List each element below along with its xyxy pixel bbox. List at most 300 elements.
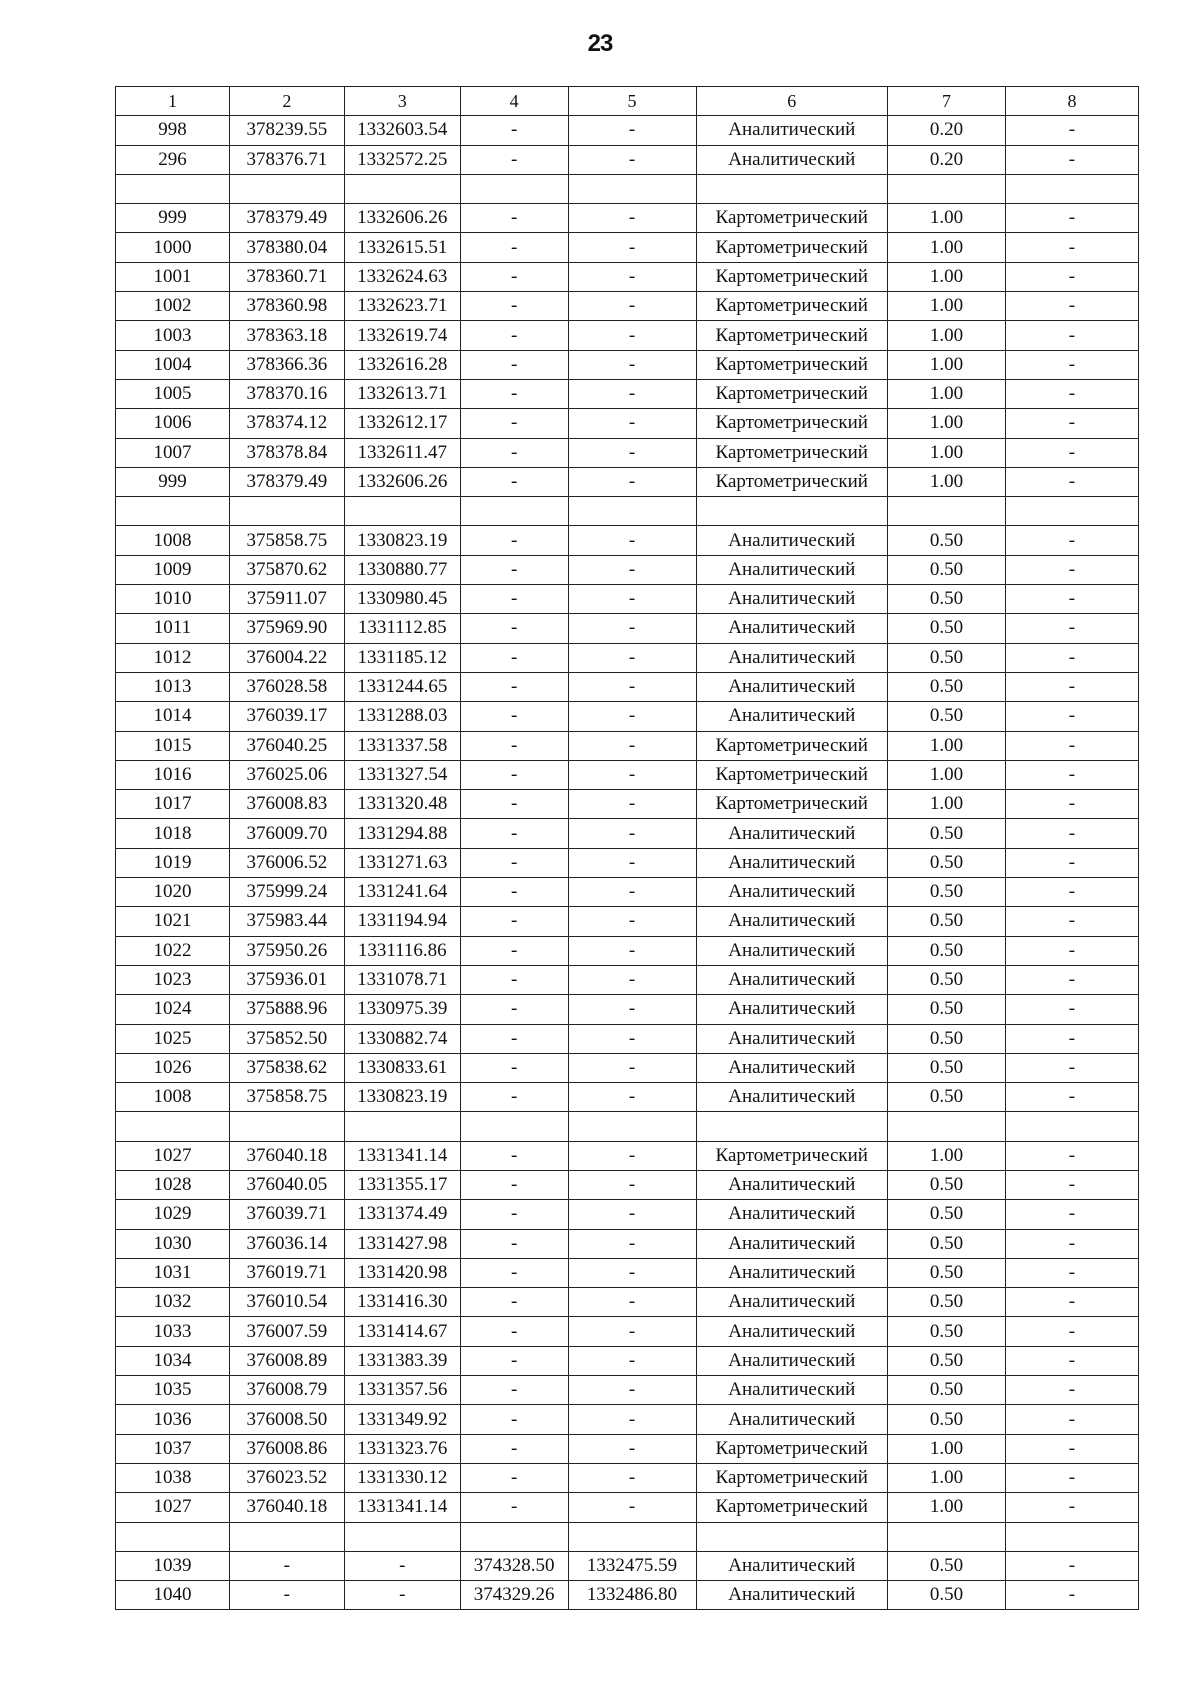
table-cell: 375858.75	[229, 526, 344, 555]
table-cell	[568, 497, 696, 526]
table-cell: -	[1005, 760, 1138, 789]
table-spacer-row	[116, 174, 1139, 203]
table-cell: 1331355.17	[344, 1170, 460, 1199]
table-cell: 376008.50	[229, 1405, 344, 1434]
table-cell: 1027	[116, 1141, 230, 1170]
table-cell: 1.00	[888, 233, 1006, 262]
table-cell: 376019.71	[229, 1258, 344, 1287]
table-cell: 375911.07	[229, 585, 344, 614]
table-cell: 1331244.65	[344, 672, 460, 701]
table-cell: 1025	[116, 1024, 230, 1053]
table-cell: 376040.05	[229, 1170, 344, 1199]
table-cell: -	[460, 790, 568, 819]
table-cell: 1331327.54	[344, 760, 460, 789]
table-cell	[696, 174, 887, 203]
table-cell: 1331288.03	[344, 702, 460, 731]
table-cell: -	[1005, 995, 1138, 1024]
table-cell: -	[460, 614, 568, 643]
table-cell: -	[1005, 233, 1138, 262]
table-cell: Аналитический	[696, 1083, 887, 1112]
table-cell	[229, 1522, 344, 1551]
table-cell: -	[568, 467, 696, 496]
table-cell: 1331078.71	[344, 965, 460, 994]
table-cell: -	[1005, 1434, 1138, 1463]
table-cell: 1.00	[888, 438, 1006, 467]
table-cell: 1023	[116, 965, 230, 994]
table-cell: 1331112.85	[344, 614, 460, 643]
table-cell: 1.00	[888, 790, 1006, 819]
table-cell	[1005, 497, 1138, 526]
table-cell: -	[568, 1053, 696, 1082]
table-cell: 1331374.49	[344, 1200, 460, 1229]
table-cell: 1003	[116, 321, 230, 350]
table-cell: -	[460, 907, 568, 936]
table-cell: -	[460, 292, 568, 321]
table-cell: 375936.01	[229, 965, 344, 994]
table-cell: 1331420.98	[344, 1258, 460, 1287]
table-cell: 376040.18	[229, 1141, 344, 1170]
table-cell: -	[460, 1200, 568, 1229]
table-cell: 1332486.80	[568, 1581, 696, 1610]
table-row	[116, 1376, 1139, 1405]
table-row	[116, 1551, 1139, 1580]
table-cell: Аналитический	[696, 1376, 887, 1405]
table-row	[116, 614, 1139, 643]
table-cell: -	[568, 292, 696, 321]
table-cell: -	[1005, 204, 1138, 233]
table-cell: 1331341.14	[344, 1493, 460, 1522]
table-cell: 1008	[116, 1083, 230, 1112]
table-cell: -	[460, 409, 568, 438]
table-row	[116, 790, 1139, 819]
table-cell: 1330975.39	[344, 995, 460, 1024]
table-cell: -	[460, 672, 568, 701]
table-cell: -	[460, 643, 568, 672]
table-cell: Аналитический	[696, 145, 887, 174]
table-cell: Картометрический	[696, 233, 887, 262]
table-cell: -	[568, 760, 696, 789]
table-cell: 0.50	[888, 1405, 1006, 1434]
table-cell: -	[568, 1229, 696, 1258]
table-cell: Аналитический	[696, 907, 887, 936]
table-row	[116, 1229, 1139, 1258]
table-cell: -	[568, 995, 696, 1024]
table-cell: 1001	[116, 262, 230, 291]
table-cell: -	[460, 1258, 568, 1287]
table-cell: Аналитический	[696, 1200, 887, 1229]
table-cell: 1021	[116, 907, 230, 936]
table-cell: 1028	[116, 1170, 230, 1199]
table-cell: 1.00	[888, 731, 1006, 760]
table-cell: 375838.62	[229, 1053, 344, 1082]
table-cell: Аналитический	[696, 848, 887, 877]
table-cell: -	[568, 1493, 696, 1522]
table-cell: Аналитический	[696, 1288, 887, 1317]
table-cell: 0.50	[888, 1053, 1006, 1082]
table-cell: -	[460, 585, 568, 614]
table-cell: -	[568, 1376, 696, 1405]
table-cell: 0.50	[888, 614, 1006, 643]
table-cell: -	[460, 848, 568, 877]
table-cell: 376008.89	[229, 1346, 344, 1375]
table-cell: 1331320.48	[344, 790, 460, 819]
table-cell: -	[460, 1346, 568, 1375]
table-cell: 1031	[116, 1258, 230, 1287]
table-cell: Картометрический	[696, 350, 887, 379]
table-cell	[696, 497, 887, 526]
table-cell: 1330980.45	[344, 585, 460, 614]
table-cell: 1011	[116, 614, 230, 643]
table-cell: 0.50	[888, 1200, 1006, 1229]
table-cell: 1331383.39	[344, 1346, 460, 1375]
table-cell: 378370.16	[229, 379, 344, 408]
table-cell	[568, 174, 696, 203]
table-cell: 1026	[116, 1053, 230, 1082]
table-cell: Аналитический	[696, 585, 887, 614]
table-cell: 1332612.17	[344, 409, 460, 438]
table-cell: 1.00	[888, 262, 1006, 291]
table-cell: -	[568, 1141, 696, 1170]
table-cell: -	[460, 1376, 568, 1405]
table-cell: -	[1005, 1493, 1138, 1522]
table-row	[116, 878, 1139, 907]
table-cell: 1033	[116, 1317, 230, 1346]
table-cell: -	[568, 1463, 696, 1492]
table-row	[116, 116, 1139, 145]
table-header-row	[116, 87, 1139, 116]
table-cell: 0.50	[888, 1581, 1006, 1610]
table-cell: 0.50	[888, 995, 1006, 1024]
table-cell: -	[568, 1083, 696, 1112]
table-cell	[888, 174, 1006, 203]
table-cell: 1331357.56	[344, 1376, 460, 1405]
table-cell: -	[1005, 936, 1138, 965]
table-cell: -	[1005, 731, 1138, 760]
table-cell	[229, 174, 344, 203]
table-cell: -	[460, 438, 568, 467]
table-cell: -	[568, 848, 696, 877]
table-cell: -	[1005, 585, 1138, 614]
table-cell: 1020	[116, 878, 230, 907]
table-cell	[460, 1522, 568, 1551]
table-cell: -	[460, 760, 568, 789]
table-cell: -	[568, 321, 696, 350]
table-cell: 1005	[116, 379, 230, 408]
table-cell	[888, 1522, 1006, 1551]
table-cell: Аналитический	[696, 555, 887, 584]
table-cell: 1331271.63	[344, 848, 460, 877]
table-cell	[116, 1112, 230, 1141]
table-cell: 0.50	[888, 526, 1006, 555]
table-cell: 374329.26	[460, 1581, 568, 1610]
table-cell: -	[1005, 555, 1138, 584]
table-cell: 1008	[116, 526, 230, 555]
column-header: 7	[888, 87, 1006, 116]
table-cell: 1006	[116, 409, 230, 438]
table-cell: Картометрический	[696, 409, 887, 438]
table-cell: 376008.83	[229, 790, 344, 819]
table-cell: -	[460, 702, 568, 731]
table-cell: -	[460, 1405, 568, 1434]
table-cell: 1332619.74	[344, 321, 460, 350]
table-cell: 376009.70	[229, 819, 344, 848]
table-cell: -	[568, 555, 696, 584]
table-cell: -	[1005, 379, 1138, 408]
table-cell: 1331349.92	[344, 1405, 460, 1434]
table-cell: 0.50	[888, 965, 1006, 994]
table-cell: -	[1005, 1376, 1138, 1405]
table-cell: -	[1005, 907, 1138, 936]
table-cell: -	[568, 936, 696, 965]
table-cell: 1017	[116, 790, 230, 819]
table-cell: 378239.55	[229, 116, 344, 145]
table-cell	[344, 174, 460, 203]
table-row	[116, 1493, 1139, 1522]
table-row	[116, 585, 1139, 614]
table-cell	[1005, 1112, 1138, 1141]
table-cell: -	[1005, 350, 1138, 379]
table-cell: 0.50	[888, 848, 1006, 877]
table-cell: -	[1005, 965, 1138, 994]
table-cell: -	[460, 819, 568, 848]
table-cell: -	[568, 878, 696, 907]
table-cell: -	[1005, 1346, 1138, 1375]
table-cell: 0.50	[888, 878, 1006, 907]
table-cell	[696, 1522, 887, 1551]
table-cell: -	[1005, 1317, 1138, 1346]
table-cell: 376007.59	[229, 1317, 344, 1346]
table-cell: 1012	[116, 643, 230, 672]
table-cell: 1330880.77	[344, 555, 460, 584]
table-row	[116, 1346, 1139, 1375]
table-cell: 1.00	[888, 321, 1006, 350]
table-cell: 1029	[116, 1200, 230, 1229]
table-cell: Аналитический	[696, 995, 887, 1024]
table-cell: 1331116.86	[344, 936, 460, 965]
table-cell	[568, 1112, 696, 1141]
table-cell: -	[1005, 1463, 1138, 1492]
table-cell: 376006.52	[229, 848, 344, 877]
table-cell: Картометрический	[696, 1141, 887, 1170]
table-row	[116, 350, 1139, 379]
table-cell: -	[460, 204, 568, 233]
table-cell: 0.50	[888, 702, 1006, 731]
table-cell	[1005, 174, 1138, 203]
table-cell: -	[568, 409, 696, 438]
table-cell: -	[460, 321, 568, 350]
table-cell: -	[1005, 1551, 1138, 1580]
table-cell: 1.00	[888, 1141, 1006, 1170]
table-cell: -	[568, 672, 696, 701]
table-cell: 376010.54	[229, 1288, 344, 1317]
table-cell: Аналитический	[696, 936, 887, 965]
table-cell: Аналитический	[696, 1551, 887, 1580]
table-cell: 1331341.14	[344, 1141, 460, 1170]
table-cell: 0.50	[888, 1376, 1006, 1405]
table-cell: -	[568, 614, 696, 643]
table-cell: -	[1005, 1288, 1138, 1317]
coordinates-table	[115, 86, 1139, 1610]
table-cell: 0.50	[888, 1229, 1006, 1258]
table-cell: -	[460, 467, 568, 496]
table-body	[116, 116, 1139, 1610]
table-cell: 375858.75	[229, 1083, 344, 1112]
table-cell: Аналитический	[696, 1581, 887, 1610]
table-row	[116, 1258, 1139, 1287]
table-cell: -	[568, 585, 696, 614]
table-cell: -	[568, 233, 696, 262]
table-cell: -	[460, 1434, 568, 1463]
table-cell: Аналитический	[696, 1229, 887, 1258]
table-cell: -	[1005, 321, 1138, 350]
table-cell: 1332623.71	[344, 292, 460, 321]
table-cell: Аналитический	[696, 1317, 887, 1346]
table-cell: 1331294.88	[344, 819, 460, 848]
table-row	[116, 672, 1139, 701]
table-cell: Картометрический	[696, 204, 887, 233]
table-cell: -	[568, 1258, 696, 1287]
table-cell: -	[1005, 1024, 1138, 1053]
table-cell: 378376.71	[229, 145, 344, 174]
table-cell: 0.50	[888, 1346, 1006, 1375]
table-cell: -	[568, 643, 696, 672]
table-cell: -	[1005, 672, 1138, 701]
table-cell: Аналитический	[696, 965, 887, 994]
table-cell: 0.50	[888, 1083, 1006, 1112]
table-cell: Аналитический	[696, 672, 887, 701]
table-cell: 1009	[116, 555, 230, 584]
table-cell: 1.00	[888, 379, 1006, 408]
table-row	[116, 1141, 1139, 1170]
table-cell: 375852.50	[229, 1024, 344, 1053]
table-cell: 376040.25	[229, 731, 344, 760]
table-cell	[116, 497, 230, 526]
table-cell: -	[1005, 643, 1138, 672]
table-cell: -	[460, 1463, 568, 1492]
table-row	[116, 262, 1139, 291]
table-cell: -	[1005, 1405, 1138, 1434]
table-cell: -	[460, 1493, 568, 1522]
table-cell: -	[568, 1288, 696, 1317]
table-spacer-row	[116, 1522, 1139, 1551]
table-cell: 0.50	[888, 819, 1006, 848]
table-cell: 376036.14	[229, 1229, 344, 1258]
table-cell: -	[1005, 409, 1138, 438]
table-cell: 0.20	[888, 116, 1006, 145]
column-header: 4	[460, 87, 568, 116]
table-cell: 378379.49	[229, 467, 344, 496]
table-cell: -	[1005, 1258, 1138, 1287]
table-cell: 375950.26	[229, 936, 344, 965]
table-row	[116, 204, 1139, 233]
table-row	[116, 1083, 1139, 1112]
table-cell: 1332475.59	[568, 1551, 696, 1580]
table-cell: Аналитический	[696, 116, 887, 145]
table-cell: -	[568, 819, 696, 848]
table-cell: 0.50	[888, 936, 1006, 965]
column-header: 1	[116, 87, 230, 116]
table-cell: 376040.18	[229, 1493, 344, 1522]
table-cell: -	[460, 1141, 568, 1170]
table-row	[116, 643, 1139, 672]
table-cell: -	[568, 1170, 696, 1199]
table-cell: -	[1005, 878, 1138, 907]
table-row	[116, 936, 1139, 965]
table-spacer-row	[116, 497, 1139, 526]
column-header: 6	[696, 87, 887, 116]
table-cell: 1032	[116, 1288, 230, 1317]
table-cell: -	[460, 1317, 568, 1346]
table-cell: 1035	[116, 1376, 230, 1405]
table-cell: Аналитический	[696, 1053, 887, 1082]
table-row	[116, 702, 1139, 731]
table-cell: 1007	[116, 438, 230, 467]
table-row	[116, 233, 1139, 262]
table-cell: 1036	[116, 1405, 230, 1434]
table-row	[116, 145, 1139, 174]
table-cell: 1332613.71	[344, 379, 460, 408]
table-spacer-row	[116, 1112, 1139, 1141]
table-cell: 376023.52	[229, 1463, 344, 1492]
table-cell: 375870.62	[229, 555, 344, 584]
table-cell: -	[568, 1346, 696, 1375]
table-cell: 1330882.74	[344, 1024, 460, 1053]
table-cell: Аналитический	[696, 878, 887, 907]
table-cell: 1013	[116, 672, 230, 701]
table-cell: -	[568, 731, 696, 760]
table-cell: -	[460, 116, 568, 145]
table-cell: 375999.24	[229, 878, 344, 907]
table-cell	[344, 497, 460, 526]
table-cell: -	[460, 555, 568, 584]
table-cell: -	[229, 1581, 344, 1610]
table-cell: 1332606.26	[344, 204, 460, 233]
table-cell: Аналитический	[696, 819, 887, 848]
table-cell: 376028.58	[229, 672, 344, 701]
table-cell: 1010	[116, 585, 230, 614]
table-cell: 1024	[116, 995, 230, 1024]
table-row	[116, 1170, 1139, 1199]
table-cell: 378366.36	[229, 350, 344, 379]
table-cell: -	[568, 350, 696, 379]
table-cell: -	[1005, 438, 1138, 467]
table-cell: 0.50	[888, 643, 1006, 672]
table-cell: -	[1005, 848, 1138, 877]
table-cell	[116, 1522, 230, 1551]
table-cell: 375888.96	[229, 995, 344, 1024]
table-cell: -	[460, 233, 568, 262]
table-row	[116, 1024, 1139, 1053]
table-cell: -	[568, 1200, 696, 1229]
table-cell: -	[1005, 1083, 1138, 1112]
table-cell: -	[568, 702, 696, 731]
table-cell: -	[1005, 145, 1138, 174]
table-cell: -	[460, 731, 568, 760]
table-cell: -	[229, 1551, 344, 1580]
table-row	[116, 1288, 1139, 1317]
column-header: 3	[344, 87, 460, 116]
table-cell: Картометрический	[696, 1493, 887, 1522]
table-cell: -	[344, 1581, 460, 1610]
table-cell	[116, 174, 230, 203]
table-cell: 0.50	[888, 1170, 1006, 1199]
table-cell: Аналитический	[696, 1405, 887, 1434]
table-cell: 378374.12	[229, 409, 344, 438]
table-cell: -	[460, 1083, 568, 1112]
table-cell: -	[1005, 1141, 1138, 1170]
table-cell: 375983.44	[229, 907, 344, 936]
table-row	[116, 907, 1139, 936]
